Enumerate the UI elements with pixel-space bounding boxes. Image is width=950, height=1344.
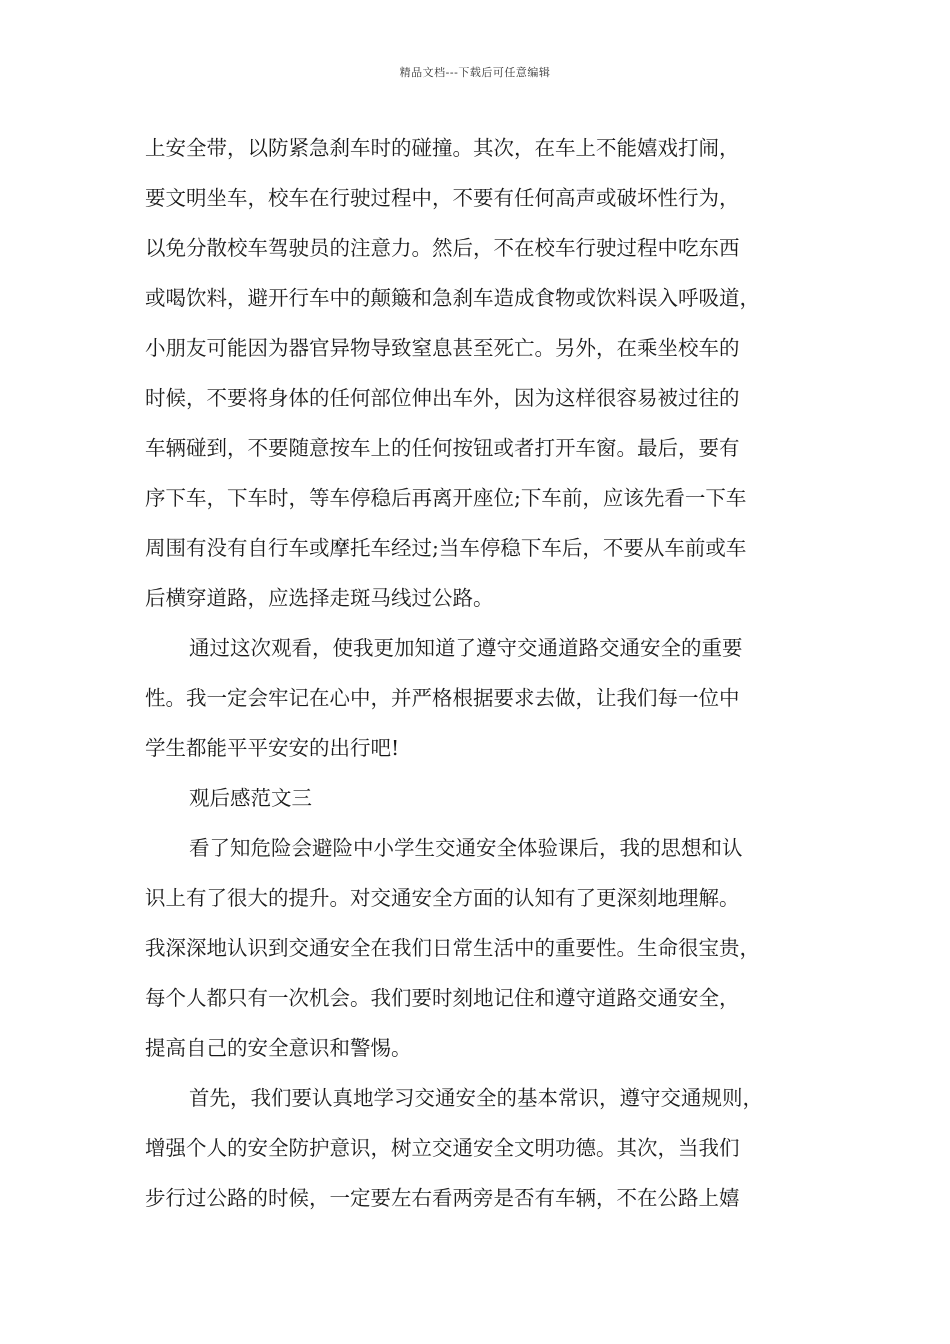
text-line: 学生都能平平安安的出行吧! — [145, 736, 400, 760]
text-line: 步行过公路的时候，一定要左右看两旁是否有车辆，不在公路上嬉 — [145, 1186, 740, 1210]
text-line: 观后感范文三 — [189, 786, 312, 810]
text-line: 识上有了很大的提升。对交通安全方面的认知有了更深刻地理解。 — [145, 886, 740, 910]
text-line: 上安全带，以防紧急刹车时的碰撞。其次，在车上不能嬉戏打闹， — [145, 136, 740, 160]
text-line: 或喝饮料，避开行车中的颠簸和急刹车造成食物或饮料误入呼吸道， — [145, 286, 760, 310]
text-line: 要文明坐车，校车在行驶过程中，不要有任何高声或破坏性行为， — [145, 186, 740, 210]
text-line: 小朋友可能因为器官异物导致窒息甚至死亡。另外，在乘坐校车的 — [145, 336, 740, 360]
document-body — [145, 128, 815, 1228]
page-header: 精品文档---下载后可任意编辑 — [399, 66, 551, 79]
paragraph — [145, 628, 815, 778]
text-line: 首先，我们要认真地学习交通安全的基本常识，遵守交通规则， — [189, 1086, 763, 1110]
text-line: 后横穿道路，应选择走斑马线过公路。 — [145, 586, 494, 610]
text-line: 我深深地认识到交通安全在我们日常生活中的重要性。生命很宝贵， — [145, 936, 760, 960]
paragraph — [145, 128, 815, 628]
text-line: 车辆碰到，不要随意按车上的任何按钮或者打开车窗。最后，要有 — [145, 436, 740, 460]
text-line: 序下车，下车时，等车停稳后再离开座位;下车前，应该先看一下车 — [145, 486, 747, 510]
text-line: 通过这次观看，使我更加知道了遵守交通道路交通安全的重要 — [189, 636, 743, 660]
text-line: 以免分散校车驾驶员的注意力。然后，不在校车行驶过程中吃东西 — [145, 236, 740, 260]
paragraph — [145, 1078, 815, 1228]
paragraph — [145, 828, 815, 1078]
text-line: 周围有没有自行车或摩托车经过;当车停稳下车后，不要从车前或车 — [145, 536, 747, 560]
paragraph — [145, 778, 815, 828]
text-line: 时候，不要将身体的任何部位伸出车外，因为这样很容易被过往的 — [145, 386, 740, 410]
text-line: 每个人都只有一次机会。我们要时刻地记住和遵守道路交通安全， — [145, 986, 740, 1010]
text-line: 看了知危险会避险中小学生交通安全体验课后，我的思想和认 — [189, 836, 743, 860]
text-line: 增强个人的安全防护意识，树立交通安全文明功德。其次，当我们 — [145, 1136, 740, 1160]
text-line: 提高自己的安全意识和警惕。 — [145, 1036, 412, 1060]
text-line: 性。我一定会牢记在心中，并严格根据要求去做，让我们每一位中 — [145, 686, 740, 710]
